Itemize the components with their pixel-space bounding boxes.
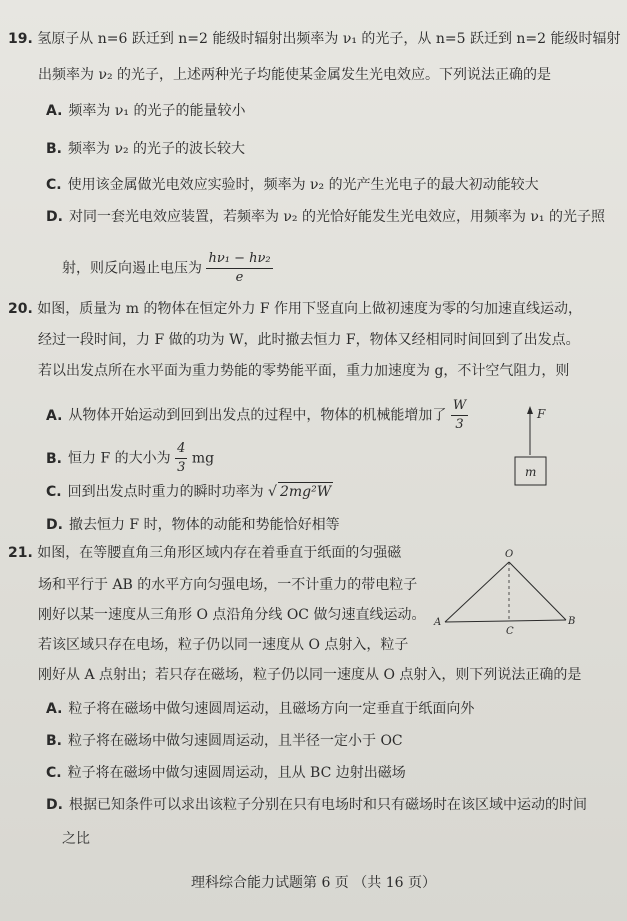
q19-stem1: 氢原子从 n=6 跃迁到 n=2 能级时辐射出频率为 ν₁ 的光子，从 n=5 跃迁到 n=2 能级时辐射 [37,31,621,47]
q20-force-label: F [537,407,546,421]
q20-option-d: D. 撤去恒力 F 时，物体的动能和势能恰好相等 [46,517,340,533]
q19-option-a: A. 频率为 ν₁ 的光子的能量较小 [46,103,246,119]
q21-side-ob [509,562,566,620]
q21-figure [430,548,580,638]
q21-stem3: 刚好以某一速度从三角形 O 点沿角分线 OC 做匀速直线运动。 [38,607,426,623]
q21-option-d: D. 根据已知条件可以求出该粒子分别在只有电场时和只有磁场时在该区域中运动的时间 [46,797,587,813]
q20-number: 20. [8,301,33,317]
q21-number: 21. [8,545,33,561]
q19-number: 19. [8,31,33,47]
q20-a-fraction: $\frac{W}{3}$ [452,398,467,432]
q20-stem2: 经过一段时间，力 F 做的功为 W，此时撤去恒力 F，物体又经相同时间回到了出发点。 [38,332,580,348]
page-footer [0,872,627,892]
q21-option-c: C. 粒子将在磁场中做匀速圆周运动，且从 BC 边射出磁场 [46,765,406,781]
q19-stem2: 出频率为 ν₂ 的光子，上述两种光子均能使某金属发生光电效应。下列说法正确的是 [38,67,552,83]
q19-option-c: C. 使用该金属做光电效应实验时，频率为 ν₂ 的光产生光电子的最大初动能较大 [46,177,539,193]
q20-b-fraction: $\frac{4}{3}$ [177,441,186,475]
q20-stem1: 如图，质量为 m 的物体在恒定外力 F 作用下竖直向上做初速度为零的匀加速直线运动， [37,301,583,317]
q20-figure [505,400,565,495]
q21-option-b: B. 粒子将在磁场中做匀速圆周运动，且半径一定小于 OC [46,733,403,749]
q21-stem4: 若该区域只存在电场，粒子仍以同一速度从 O 点射入，粒子 [38,637,409,653]
q19-option-d-cont: 射，则反向遏止电压为 $\frac{\text{hν₁ − hν₂}}{e}$ [62,251,271,285]
q19-option-b: B. 频率为 ν₂ 的光子的波长较大 [46,141,246,157]
q20-stem3: 若以出发点所在水平面为重力势能的零势能平面，重力加速度为 g，不计空气阻力，则 [38,363,570,379]
q21-stem2: 场和平行于 AB 的水平方向匀强电场，一不计重力的带电粒子 [38,577,418,593]
q21-side-oa [445,562,509,622]
q20-force-arrow [527,406,533,414]
q20-option-a: A. 从物体开始运动到回到出发点的过程中，物体的机械能增加了 $\frac{W}{3}$ [46,398,467,432]
q21-label-a: A [434,617,442,628]
q21-stem-line1 [8,544,401,562]
q20-c-sqrt: 2mg²W [279,484,332,500]
footer-total-pages: （共 16 页） [353,875,436,891]
q19-stem-line1 [8,30,621,48]
footer-page-number: 理科综合能力试题第 6 页 [191,875,349,891]
q21-stem1: 如图，在等腰直角三角形区域内存在着垂直于纸面的匀强磁 [37,545,402,561]
q20-option-c: C. 回到出发点时重力的瞬时功率为 √ 2mg²W [46,484,332,500]
q21-option-d-cont: 之比 [62,831,90,847]
q21-label-b: B [568,616,576,627]
q20-option-b: B. 恒力 F 的大小为 $\frac{4}{3}$ mg [46,441,215,475]
q21-label-o: O [505,549,514,560]
q19-option-d: D. 对同一套光电效应装置，若频率为 ν₂ 的光恰好能发生光电效应，用频率为 ν₁ 的光子照 [46,209,605,225]
q21-side-ab [445,620,566,622]
q21-label-c: C [506,626,514,637]
q19-d-fraction: $\frac{\text{hν₁ − hν₂}}{e}$ [208,251,271,285]
q20-stem-line1 [8,300,582,318]
q20-mass-label: m [525,465,537,479]
q21-stem5: 刚好从 A 点射出；若只存在磁场，粒子仍以同一速度从 O 点射入，则下列说法正确的是 [38,667,582,683]
q21-option-a: A. 粒子将在磁场中做匀速圆周运动，且磁场方向一定垂直于纸面向外 [46,701,475,717]
